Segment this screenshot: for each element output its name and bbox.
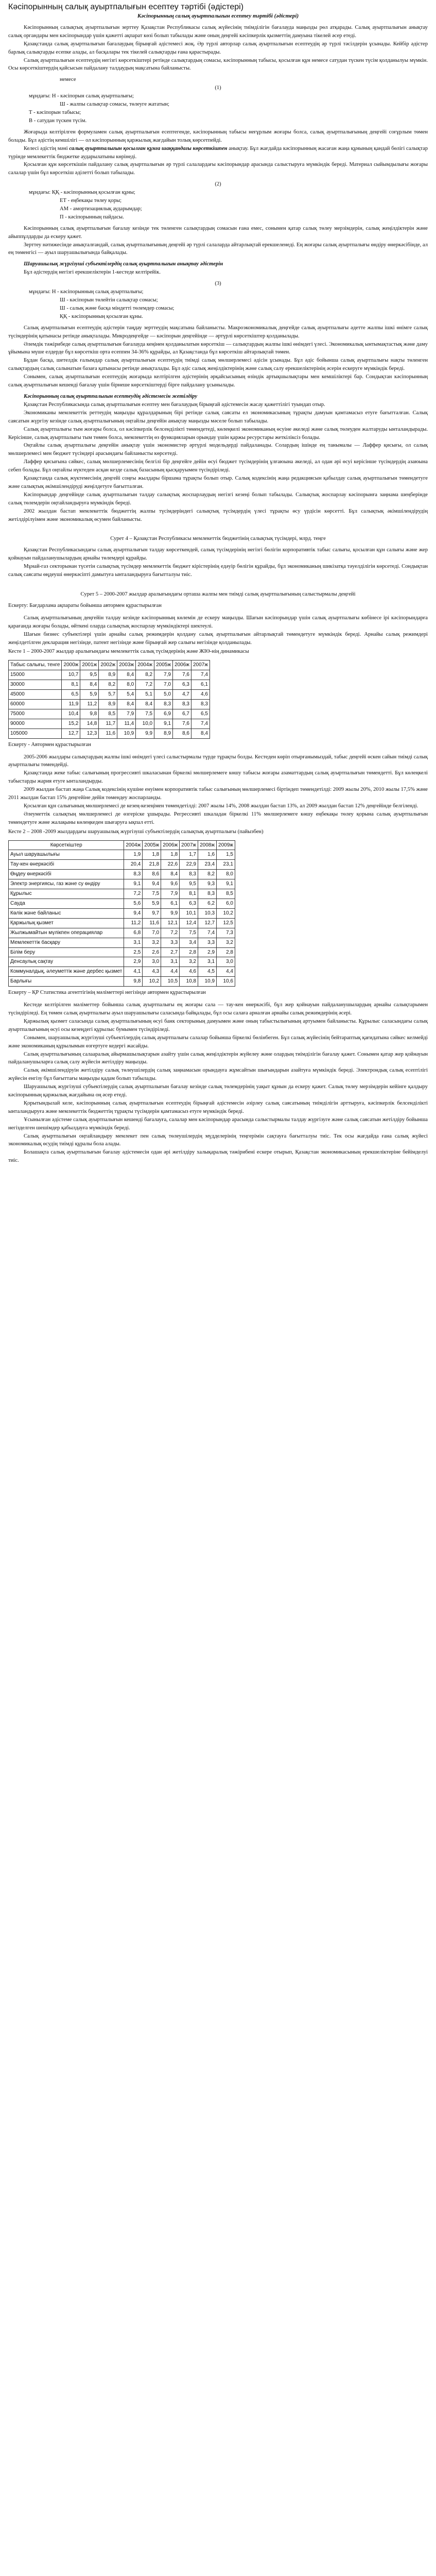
table-cell: 8,2 <box>198 870 217 879</box>
table-cell: 10,7 <box>62 670 80 680</box>
table-cell: 3,0 <box>217 957 235 967</box>
table-cell: 7,2 <box>161 928 180 938</box>
table-row <box>9 957 235 967</box>
table-row <box>9 938 235 947</box>
table-cell: 3,4 <box>180 938 198 947</box>
table-header-cell: 2002ж <box>99 660 117 670</box>
table-cell: 8,3 <box>191 699 210 709</box>
paragraph: Қазақстан Республикасындағы салық ауыртпалығын талдау көрсеткендей, салық түсімдерінің негізгі бөлігін корпоративтік табыс салығы, қосылған құн салығы және жер қойнауын пайдаланушылардың арнайы төлемдері құрайды. <box>8 547 428 562</box>
table-header-cell: 2009ж <box>217 840 235 850</box>
table-cell: 6,8 <box>124 928 143 938</box>
table-source-note: Ескерту - Автормен құрастырылған <box>8 741 91 748</box>
paragraph: Бұл әдістердің негізгі ерекшеліктерін 1-кестеде келтірейік. <box>24 269 161 276</box>
figure-caption: Сурет 5 – 2000-2007 жылдар аралығындағы орташа жалпы мен тиімді салық ауыртпалығының салыстырмалы деңгейі <box>80 591 356 597</box>
table-cell: 3,2 <box>217 938 235 947</box>
table-cell: 20,4 <box>124 860 143 870</box>
table-cell: 5,1 <box>136 690 154 700</box>
table-row-label: 90000 <box>9 719 62 728</box>
table-row-label: Сауда <box>9 899 124 909</box>
table-row-label: Денсаулық сақтау <box>9 957 124 967</box>
figure-caption: Сурет 4 – Қазақстан Республикасы мемлекеттік бюджетінің салықтық түсімдері, млрд. теңге <box>110 536 326 542</box>
table-cell: 9,6 <box>161 879 180 889</box>
table-cell: 5,9 <box>80 690 99 700</box>
table-row <box>9 690 210 700</box>
table-cell: 23,1 <box>217 860 235 870</box>
table-cell: 8,2 <box>136 670 154 680</box>
table-cell: 7,2 <box>124 889 143 899</box>
table-cell: 12,1 <box>161 918 180 928</box>
table-row-label: Мемлекеттік басқару <box>9 938 124 947</box>
paragraph: Сонымен, шаруашылық жүргізуші субъектілердің салық ауыртпалығы салалар бойынша біркелкі бөлінбеген. Бұл салық жүйесінің бейтараптық қағидатына сәйкес келмейді және экономиканың құрылымын өзгертуге кедергі жасайды. <box>8 1035 428 1049</box>
table-cell: 12,7 <box>62 728 80 738</box>
table-cell: 9,4 <box>143 879 161 889</box>
table-cell: 1,9 <box>124 850 143 860</box>
paragraph: Салық ауыртпалығын есептеудің әдістерін таңдау зерттеудің мақсатына байланысты. Макроэкономикалық деңгейде салық ауыртпалығы әдетте жалпы ішкі өнімге салық түсімдерінің қатынасы ретінде анықталады. Микродеңгейде — кәсіпорын деңгейінде — әртүрлі көрсеткіштер қолданылады. <box>8 325 428 339</box>
table-header-cell: Табыс салығы, тенге <box>9 660 62 670</box>
paragraph: Мұнай-газ секторынан түсетін салықтық түсімдер мемлекеттік бюджет кірістерінің едәуір бөлігін құрайды, бұл экономиканың шикізатқа тәуелділігін көрсетеді. Сондықтан салық саясаты өңдеуші өнеркәсіпті дамытуға ынталандыруға бағытталуы тиіс. <box>8 564 428 578</box>
table-row-label: 75000 <box>9 709 62 719</box>
table-header-cell: 2003ж <box>117 660 136 670</box>
table-row <box>9 709 210 719</box>
table-row <box>9 977 235 987</box>
table-cell: 12,4 <box>180 918 198 928</box>
table-cell: 3,2 <box>180 957 198 967</box>
table-cell: 4,7 <box>173 690 191 700</box>
table-cell: 8,3 <box>173 699 191 709</box>
table-cell: 10,3 <box>198 908 217 918</box>
table-cell: 8,4 <box>117 699 136 709</box>
table-row-label: Өңдеу өнеркәсібі <box>9 870 124 879</box>
table-cell: 8,0 <box>217 870 235 879</box>
table-cell: 4,6 <box>180 967 198 977</box>
table-row <box>9 870 235 879</box>
table-cell: 10,2 <box>143 977 161 987</box>
table-cell: 7,2 <box>136 680 154 690</box>
table-caption: Кесте 2 – 2008 -2009 жылдардағы шаруашылық жүргізуші субъектілердің салықтық ауыртпалығы (пайызбен) <box>8 828 264 835</box>
table-cell: 8,4 <box>161 870 180 879</box>
formula-conjunction: немесе <box>60 77 76 83</box>
table-cell: 23,4 <box>198 860 217 870</box>
table-cell: 9,4 <box>124 908 143 918</box>
table-header-cell: 2004ж <box>124 840 143 850</box>
table-cell: 8,9 <box>99 699 117 709</box>
table-row-label: Тау-кен өнеркәсібі <box>9 860 124 870</box>
section-heading: Кәсіпорынның салық ауыртпалығын есептеудің әдістемесін жетілдіру <box>24 393 198 399</box>
formula-legend: ЕТ - еңбекақы төлеу қоры; <box>60 198 122 204</box>
table-cell: 10,1 <box>180 908 198 918</box>
table-cell: 3,3 <box>198 938 217 947</box>
table-cell: 5,9 <box>143 899 161 909</box>
table-cell: 7,6 <box>173 719 191 728</box>
table-cell: 6,2 <box>198 899 217 909</box>
table-row <box>9 967 235 977</box>
paragraph: Қосылған құн көрсеткішін пайдалану салық ауыртпалығын әр түрлі салалардағы кәсіпорындар арасында салыстыруға мүмкіндік береді. Материал сыйымдылығы жоғары салалар үшін бұл көрсеткіш әділетті болып табылады. <box>8 162 428 176</box>
table-cell: 3,2 <box>143 938 161 947</box>
table-cell: 9,8 <box>124 977 143 987</box>
formula-block-2 <box>8 180 428 222</box>
table-cell: 11,2 <box>124 918 143 928</box>
table-cell: 2,6 <box>143 947 161 957</box>
table-cell: 7,6 <box>173 670 191 680</box>
table-cell: 5,7 <box>99 690 117 700</box>
table-cell: 8,6 <box>173 728 191 738</box>
table-cell: 8,3 <box>154 699 173 709</box>
paragraph: Салық ауыртпалығының деңгейін талдау кезінде кәсіпорынның көлемін де ескеру маңызды. Шағын кәсіпорындар үшін салық ауыртпалығы көбінесе ірі кәсіпорындарға қарағанда жоғары болады, өйткені оларда салықтық жоспарлау мүмкіндіктері шектеулі. <box>8 615 428 629</box>
table-cell: 6,7 <box>173 709 191 719</box>
table-cell: 7,5 <box>180 928 198 938</box>
table-cell: 2,9 <box>124 957 143 967</box>
formula-legend: Ш - кәсіпорын төлейтін салықтар сомасы; <box>60 297 158 303</box>
table-cell: 2,7 <box>161 947 180 957</box>
formula-legend: Ш - жалпы салықтар сомасы, төлеуге жататын; <box>60 101 169 108</box>
table-cell: 1,7 <box>180 850 198 860</box>
section-heading: Шаруашылық жүргізуші субъектілердің салық ауыртпалығын анықтау әдістерін <box>24 261 223 267</box>
table-cell: 7,9 <box>117 709 136 719</box>
table-row-label: Ауыл шаруашылығы <box>9 850 124 860</box>
table-row <box>9 918 235 928</box>
paragraph: 2002 жылдан бастап мемлекеттік бюджеттің жалпы түсімдеріндегі салықтық түсімдердің үлесі тұрақты өсу үрдісін көрсетті. Бұл салықтық әкімшілендірудің жетілдірілуімен және экономикалық өсумен байланысты. <box>8 508 428 522</box>
table-cell: 12,3 <box>80 728 99 738</box>
table-cell: 4,5 <box>198 967 217 977</box>
table-cell: 10,2 <box>217 908 235 918</box>
paragraph: Салық ауыртпалығы тым жоғары болса, ол кәсіпкерлік белсенділікті төмендетеді, көлеңкелі экономиканың өсуіне әкеледі және салық төлеуден жалтаруды ынталандырады. Керісінше, салық ауыртпалығы тым төмен болса, мемлекеттің өз функцияларын орындау үшін қаржы ресурстары жеткіліксіз болады. <box>8 426 428 440</box>
paragraph: Зерттеу нәтижесінде анықталғандай, салық ауыртпалығының деңгейі әр түрлі салаларда айтарлықтай ерекшеленеді. Ең жоғары салық ауыртпалығы өндіру өнеркәсібінде, ал ең төменгісі — ауыл шаруашылығында байқалады. <box>8 242 428 256</box>
table-row <box>9 947 235 957</box>
table-cell: 7,0 <box>154 680 173 690</box>
paragraph: Ұсынылған әдістеме салық ауыртпалығын кешенді бағалауға, салалар мен кәсіпорындар арасында салыстырмалы талдау жүргізуге және салық саясатын жетілдіру бойынша негізделген шешімдер қабылдауға мүмкіндік береді. <box>8 1116 428 1131</box>
table-header-cell: 2005ж <box>154 660 173 670</box>
table-cell: 8,4 <box>191 728 210 738</box>
paragraph: Бұдан басқа, шетелдік ғалымдар салық ауыртпалығын есептеудің тиімді салық мөлшерлемесі әдісін ұсынады. Бұл әдіс бойынша салық ауыртпалығы нақты төленген салықтардың салық салынатын базаға қатынасы ретінде анықталады. Бұл әдіс салық жеңілдіктерінің және салық салу ерекшеліктерінің әсерін ескеруге мүмкіндік береді. <box>8 358 428 372</box>
table-row-label: Барлығы <box>9 977 124 987</box>
formula-legend: АМ - амортизациялық аударымдар; <box>60 206 142 212</box>
table-cell: 9,5 <box>80 670 99 680</box>
formula-legend: мұндағы: ҚҚ - кәсіпорынның қосылған құны; <box>29 190 135 196</box>
paragraph: Сонымен, салық ауыртпалығын есептеудің жоғарыда келтірілген әдістерінің әрқайсысының өзіндік артықшылықтары мен кемшіліктері бар. Сондықтан кәсіпорынның салық ауыртпалығын кешенді бағалау үшін бірнеше көрсеткіштерді бірге пайдалану ұсынылады. <box>8 374 428 388</box>
table-cell: 3,3 <box>161 938 180 947</box>
paragraph: Салық ауыртпалығының салааралық айырмашылықтарын азайту үшін салық жеңілдіктерін жүйелеу және олардың тиімділігін бағалау қажет. Сонымен қатар жер қойнауын пайдаланушыларға салық салу жүйесін жетілдіру маңызды. <box>8 1051 428 1065</box>
formula-legend: П - кәсіпорынның пайдасы. <box>60 214 124 220</box>
table-cell: 8,6 <box>143 870 161 879</box>
table-header-cell: Көрсеткіштер <box>9 840 124 850</box>
table-cell: 8,0 <box>117 680 136 690</box>
paragraph: Салық ауыртпалығын есептеудің негізгі көрсеткіштері ретінде салықтардың сомасы, кәсіпорынның табысы, қосылған құн немесе сатудан түскен түсім қолданылуы мүмкін. Осы көрсеткіштердің қайсысын пайдалану талдаудың мақсатына байланысты. <box>8 57 428 72</box>
table-cell: 12,7 <box>198 918 217 928</box>
table-row <box>9 908 235 918</box>
paragraph: Оңтайлы салық ауыртпалығы деңгейін анықтау үшін экономистер әртүрлі модельдерді пайдаланады. Солардың ішінде ең танымалы — Лаффер қисығы, ол салық мөлшерлемесі мен бюджет түсімдері арасындағы байланысты көрсетеді. <box>8 443 428 457</box>
formula-legend: Т - кәсіпорын табысы; <box>29 109 81 115</box>
table-row-label: 15000 <box>9 670 62 680</box>
table-caption: Кесте 1 – 2000-2007 жылдар аралығындағы мемлекеттік салық түсімдерінің және ЖІӨ-нің динамикасы <box>8 649 249 655</box>
table-cell: 9,7 <box>143 908 161 918</box>
table-row-label: 30000 <box>9 680 62 690</box>
table-cell: 7,0 <box>143 928 161 938</box>
table-cell: 10,8 <box>180 977 198 987</box>
table-cell: 4,3 <box>143 967 161 977</box>
paragraph: Кәсіпорындар деңгейінде салық ауыртпалығын талдау салықтық жоспарлаудың негізгі кезеңі болып табылады. Салықтық жоспарлау кәсіпорынға заңнама шеңберінде салық төлемдерін оңтайландыруға мүмкіндік береді. <box>8 492 428 506</box>
table-cell: 22,9 <box>180 860 198 870</box>
paragraph: Шаруашылық жүргізуші субъектілердің салық ауыртпалығын бағалау кезінде салық төлемдерінің уақыт құнын да ескеру қажет. Салық төлеу мерзімдерін кейінге қалдыру кәсіпорынның қаржылық жағдайына оң әсер етеді. <box>8 1084 428 1098</box>
table-cell: 7,9 <box>154 670 173 680</box>
table-row-label: 60000 <box>9 699 62 709</box>
table-cell: 6,1 <box>161 899 180 909</box>
table-cell: 9,5 <box>180 879 198 889</box>
table-cell: 7,4 <box>198 928 217 938</box>
table-cell: 3,1 <box>161 957 180 967</box>
table-cell: 11,7 <box>99 719 117 728</box>
sector-tax-burden-table <box>8 840 235 987</box>
emphasis-text: салық ауыртпалығын қосылған құнға шаққандағы көрсеткішпен <box>69 145 228 151</box>
paragraph-tail: анықтау. Бұл жағдайда кәсіпорынның жасаған жаңа құнының қандай бөлігі салықтар түрінде мемлекеттік бюджетке аударылатыны көрінеді. <box>8 145 428 160</box>
table-row-label: Құрылыс <box>9 889 124 899</box>
formula-block-3 <box>8 280 428 321</box>
table-header-cell: 2004ж <box>136 660 154 670</box>
table-cell: 11,6 <box>99 728 117 738</box>
table-cell: 8,3 <box>124 870 143 879</box>
table-cell: 10,5 <box>161 977 180 987</box>
table-cell: 7,3 <box>217 928 235 938</box>
table-cell: 2,8 <box>217 947 235 957</box>
table-cell: 12,5 <box>217 918 235 928</box>
table-cell: 5,0 <box>154 690 173 700</box>
table-row <box>9 728 210 738</box>
table-cell: 11,4 <box>117 719 136 728</box>
table-row-label: Білім беру <box>9 947 124 957</box>
formula-number: (3) <box>215 281 221 287</box>
paragraph: Кестеде келтірілген мәліметтер бойынша салық ауыртпалығы ең жоғары сала — тау-кен өнеркәсібі, бұл жер қойнауын пайдаланушылардың арнайы салықтарымен түсіндіріледі. Ең төмен салық ауыртпалығы ауыл шаруашылығы саласында байқалады, бұл осы салаға арналған арнайы салық режимдерінің әсері. <box>8 1002 428 1016</box>
table-header-cell: 2006ж <box>161 840 180 850</box>
paragraph: Қазақстанда салық ауыртпалығын бағалаудың бірыңғай әдістемесі жоқ. Әр түрлі авторлар салық ауыртпалығын есептеудің әр түрлі тәсілдерін ұсынады. Кейбір әдістер барлық салықтарды есепке алады, ал басқалары тек тікелей салықтарды ғана қарастырады. <box>8 41 428 55</box>
table-cell: 10,0 <box>136 719 154 728</box>
formula-legend: мұндағы: Н - кәсіпорын салық ауыртпалығы; <box>29 93 134 99</box>
table-cell: 7,4 <box>191 719 210 728</box>
table-cell: 8,4 <box>80 680 99 690</box>
table-cell: 8,5 <box>217 889 235 899</box>
table-cell: 14,8 <box>80 719 99 728</box>
table-cell: 8,2 <box>99 680 117 690</box>
paragraph: Қаржылық қызмет саласында салық ауыртпалығының өсуі банк секторының дамуымен және оның табыстылығының артуымен байланысты. Құрылыс саласындағы салық ауыртпалығының өсуі осы кезеңдегі құрылыс бумымен түсіндіріледі. <box>8 1018 428 1032</box>
table-header-cell: 2006ж <box>173 660 191 670</box>
table-cell: 9,9 <box>136 728 154 738</box>
paragraph: Жоғарыда келтірілген формуламен салық ауыртпалығын есептегенде, кәсіпорынның табысы неғұрлым жоғары болса, салық ауыртпалығының деңгейі соғұрлым төмен болады. Бұл әдістің кемшілігі — ол кәсіпорынның қаржылық жағдайын толық көрсетпейді. <box>8 129 428 143</box>
table-cell: 2,8 <box>180 947 198 957</box>
table-cell: 11,9 <box>62 699 80 709</box>
table-row-label: Көлік және байланыс <box>9 908 124 918</box>
table-cell: 8,4 <box>117 670 136 680</box>
table-cell: 8,3 <box>180 870 198 879</box>
paragraph: 2005-2006 жылдары салықтардың жалпы ішкі өнімдегі үлесі салыстырмалы түрде тұрақты болды. Кестеден көріп отырғанымыздай, табыс деңгейі өскен сайын тиімді салық ауыртпалығы төмендейді. <box>8 754 428 768</box>
table-cell: 3,0 <box>143 957 161 967</box>
table-header-cell: 2008ж <box>198 840 217 850</box>
table-cell: 4,6 <box>191 690 210 700</box>
table-row <box>9 879 235 889</box>
table-cell: 7,4 <box>191 670 210 680</box>
table-cell: 4,1 <box>124 967 143 977</box>
table-cell: 8,1 <box>180 889 198 899</box>
table-cell: 22,6 <box>161 860 180 870</box>
table-cell: 7,5 <box>143 889 161 899</box>
table-cell: 8,4 <box>136 699 154 709</box>
table-cell: 6,0 <box>217 899 235 909</box>
paragraph: Қазақстан Республикасында салық ауыртпалығын есептеу мен бағалаудың бірыңғай әдістемесін жасау қажеттілігі туындап отыр. <box>24 401 325 408</box>
paragraph: Әлемдік тәжірибеде салық ауыртпалығын бағалауда кеңінен қолданылатын көрсеткіш — салықтардың жалпы ішкі өнімдегі үлесі. Экономикалық ынтымақтастық және даму ұйымына мүше елдерде бұл көрсеткіш орта есеппен 34-36% құрайды, ал Қазақстанда бұл көрсеткіш айтарлықтай төмен. <box>8 341 428 355</box>
document-title: Кәсіпорынның салық ауыртпалығын есептеу тәртібі (әдістері) <box>8 3 244 11</box>
table-cell: 11,2 <box>80 699 99 709</box>
table-cell: 10,4 <box>62 709 80 719</box>
table-cell: 8,9 <box>154 728 173 738</box>
table-cell: 8,1 <box>62 680 80 690</box>
table-header-row <box>9 660 210 670</box>
paragraph: Салық әкімшілендіруін жетілдіру салық төлеушілердің салық заңнамасын орындауға жұмсайтын шығындарын азайтуға мүмкіндік береді. Электрондық салық есептілігі жүйесін енгізу бұл бағыттағы маңызды қадам болып табылады. <box>8 1067 428 1082</box>
table-row <box>9 719 210 728</box>
table-cell: 9,1 <box>154 719 173 728</box>
paragraph: Салық ауыртпалығын оңтайландыру мемлекет пен салық төлеушілердің мүдделерінің теңгерімін сақтауға бағытталуы тиіс. Тек осы жағдайда ғана салық жүйесі экономикалық өсудің тиімді құралы бола алады. <box>8 1133 428 1147</box>
document-page <box>0 0 436 1185</box>
paragraph: 2009 жылдан бастап жаңа Салық кодексінің күшіне енуімен корпоративтік табыс салығының мөлшерлемесі біртіндеп төмендетілді: 2009 жылы 20%, 2010 жылы 17,5% және 2011 жылдан бастап 15% деңгейіне дейін төмендеу жоспарланды. <box>8 787 428 801</box>
table-cell: 4,4 <box>217 967 235 977</box>
table-cell: 2,9 <box>198 947 217 957</box>
paragraph: Қазақстанда жеке табыс салығының прогрессивті шкаласынан біркелкі мөлшерлемеге көшу табысы жоғары азаматтардың салық ауыртпалығын төмендетті. Бұл көлеңкелі табыстарды жария етуге ынталандырды. <box>8 770 428 785</box>
table-cell: 2,5 <box>124 947 143 957</box>
table-cell: 6,9 <box>154 709 173 719</box>
table-cell: 7,5 <box>136 709 154 719</box>
formula-legend: мұндағы: Н - кәсіпорынның салық ауыртпалығы; <box>29 289 144 295</box>
table-row <box>9 899 235 909</box>
table-header-cell: 2007ж <box>180 840 198 850</box>
formula-legend: ҚҚ - кәсіпорынның қосылған құны. <box>60 313 143 319</box>
table-cell: 4,4 <box>161 967 180 977</box>
table-cell: 9,1 <box>124 879 143 889</box>
table-cell: 9,3 <box>198 879 217 889</box>
paragraph: Кәсіпорынның салықтық ауыртпалығын зерттеу Қазақстан Республикасы салық жүйесінің тиімділігін бағалауда маңызды рөл атқарады. Салық ауыртпалығын анықтау салық органдары мен кәсіпорындар үшін қажетті ақпарат көзі болып табылады және оның деңгейі кәсіпкерлік қызметтің дамуына тікелей әсер етеді. <box>8 24 428 39</box>
table-cell: 8,3 <box>198 889 217 899</box>
table-cell: 10,6 <box>217 977 235 987</box>
paragraph: Экономиканы мемлекеттік реттеудің маңызды құралдарының бірі ретінде салық саясаты ел экономикасының тұрақты дамуын қамтамасыз етуге бағытталған. Салық саясатын жүргізу кезінде салық ауыртпалығының оңтайлы деңгейін анықтау маңызды мәселе болып табылады. <box>8 410 428 424</box>
table-source-note: Ескерту – ҚР Статистика агенттігінің мәліметтері негізінде автормен құрастырылған <box>8 990 206 996</box>
paragraph: Лаффер қисығына сәйкес, салық мөлшерлемесінің белгілі бір деңгейге дейін өсуі бюджет түсімдерінің ұлғаюына әкеледі, ал одан әрі өсуі керісінше түсімдердің азаюына себеп болады. Бұл оңтайлы нүктеден асқан кезде салық базасының қысқаруымен түсіндіріледі. <box>8 459 428 473</box>
paragraph <box>8 145 428 161</box>
table-cell: 5,6 <box>124 899 143 909</box>
table-cell: 3,1 <box>124 938 143 947</box>
table-header-cell: 2005ж <box>143 840 161 850</box>
paragraph: Әлеуметтік салықтың мөлшерлемесі де өзгеріске ұшырады. Регрессивті шкаладан біркелкі 11% мөлшерлемеге көшу еңбекақы төлеу қорына салық ауыртпалығын төмендетуге және жалақыны көлеңкеден шығаруға ықпал етті. <box>8 811 428 825</box>
table-cell: 7,9 <box>161 889 180 899</box>
paragraph: Қазақстанда салық жүктемесінің деңгейі соңғы жылдары біршама тұрақты болып отыр. Салық кодексінің жаңа редакциясын қабылдау салық ауыртпалығын төмендетуге және салықтық әкімшілендіруді жеңілдетуге бағытталған. <box>8 476 428 489</box>
table-row <box>9 860 235 870</box>
table-cell: 9,9 <box>161 908 180 918</box>
table-cell: 6,3 <box>173 680 191 690</box>
table-row-label: Коммуналдық, әлеуметтік және дербес қызмет <box>9 967 124 977</box>
table-cell: 8,5 <box>99 709 117 719</box>
paragraph: Болашақта салық ауыртпалығын бағалау әдістемесін одан әрі жетілдіру халықаралық тәжірибені ескере отырып, Қазақстан экономикасының ерекшеліктеріне бейімделуі тиіс. <box>8 1149 428 1164</box>
table-cell: 1,6 <box>198 850 217 860</box>
table-row <box>9 889 235 899</box>
table-cell: 1,8 <box>161 850 180 860</box>
table-cell: 1,5 <box>217 850 235 860</box>
table-row <box>9 680 210 690</box>
table-cell: 11,6 <box>143 918 161 928</box>
formula-block-1 <box>8 76 428 125</box>
paragraph: Қосылған құн салығының мөлшерлемесі де кезең-кезеңімен төмендетілді: 2007 жылы 14%, 2008 жылдан бастап 13%, ал 2009 жылдан бастап 12% деңгейінде белгіленді. <box>24 803 418 809</box>
table-cell: 6,5 <box>191 709 210 719</box>
figure-note: Ескерту: Бағдарлама ақпараты бойынша автормен құрастырылған <box>8 602 162 608</box>
table-cell: 3,1 <box>198 957 217 967</box>
table-cell: 15,2 <box>62 719 80 728</box>
formula-legend: В - сатудан түскен түсім. <box>29 117 87 124</box>
table-row <box>9 699 210 709</box>
table-cell: 1,8 <box>143 850 161 860</box>
paragraph: Кәсіпорынның салық ауыртпалығын бағалау кезінде тек төленген салықтардың сомасын ғана емес, сонымен қатар салық төлеу мерзімдерін, салық жеңілдіктерін және айыппұлдарды да ескеру қажет. <box>8 225 428 240</box>
table-header-row <box>9 840 235 850</box>
table-cell: 6,3 <box>180 899 198 909</box>
paragraph-lead: Келесі әдістің мәні <box>24 145 69 151</box>
table-cell: 21,8 <box>143 860 161 870</box>
table-row <box>9 928 235 938</box>
table-row <box>9 670 210 680</box>
table-row-label: 105000 <box>9 728 62 738</box>
table-header-cell: 2001ж <box>80 660 99 670</box>
formula-number: (2) <box>215 181 221 188</box>
formula-legend: Ш - салық және басқа міндетті төлемдер сомасы; <box>60 305 175 311</box>
formula-number: (1) <box>215 85 221 91</box>
table-row-label: Электр энергиясы, газ және су өндіру <box>9 879 124 889</box>
table-row <box>9 850 235 860</box>
table-cell: 6,1 <box>191 680 210 690</box>
table-row-label: 45000 <box>9 690 62 700</box>
document-subtitle: Кәсіпорынның салық ауыртпалығын есептеу тәртібі (әдістері) <box>137 13 299 19</box>
table-cell: 6,5 <box>62 690 80 700</box>
paragraph: Шағын бизнес субъектілері үшін арнайы салық режимдерін қолдану салық ауыртпалығын айтарлықтай төмендетуге мүмкіндік береді. Арнайы салық режимдері жеңілдетілген декларация негізінде, патент негізінде және бірыңғай жер салығы негізінде қолданылады. <box>8 631 428 646</box>
table-cell: 8,9 <box>99 670 117 680</box>
table-header-cell: 2000ж <box>62 660 80 670</box>
table-cell: 9,8 <box>80 709 99 719</box>
table-header-cell: 2007ж <box>191 660 210 670</box>
table-cell: 10,9 <box>117 728 136 738</box>
table-cell: 9,1 <box>217 879 235 889</box>
paragraph: Қорытындылай келе, кәсіпорынның салық ауыртпалығын есептеудің бірыңғай әдістемесін әзірлеу салық саясатының тиімділігін арттыруға, кәсіпкерлік белсенділікті ынталандыруға және мемлекеттік бюджеттің тұрақты түсімдерін қамтамасыз етуге мүмкіндік береді. <box>8 1100 428 1114</box>
income-tax-table <box>8 660 210 738</box>
table-cell: 10,9 <box>198 977 217 987</box>
table-cell: 5,4 <box>117 690 136 700</box>
table-row-label: Жылжымайтын мүлікпен операциялар <box>9 928 124 938</box>
table-row-label: Қаржылық қызмет <box>9 918 124 928</box>
